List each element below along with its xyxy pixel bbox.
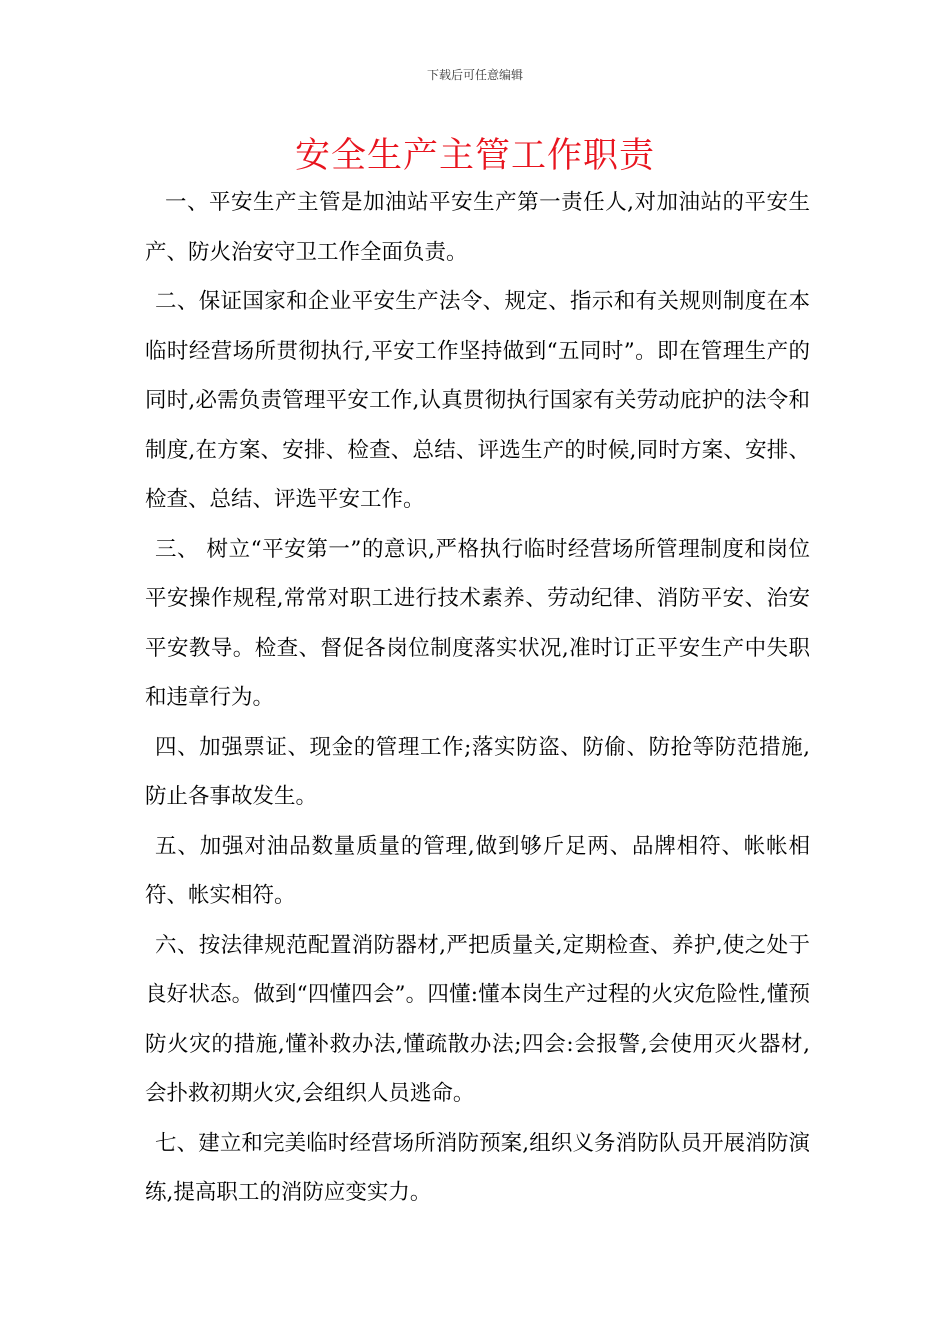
paragraph-1: 一、平安生产主管是加油站平安生产第一责任人,对加油站的平安生产、防火治安守卫工作全面负责。 [145, 190, 810, 265]
document-title: 安全生产主管工作职责 [294, 136, 655, 176]
paragraph-3: 三、 树立“平安第一”的意识,严格执行临时经营场所管理制度和岗位平安操作规程,常常对职工进行技术素养、劳动纪律、消防平安、治安平安教导。检查、督促各岗位制度落实状况,准时订正平安生产中失职和违章行为。 [145, 536, 810, 710]
paragraph-5: 五、加强对油品数量质量的管理,做到够斤足两、品牌相符、帐帐相符、帐实相符。 [145, 833, 810, 908]
paragraph-2: 二、保证国家和企业平安生产法令、规定、指示和有关规则制度在本临时经营场所贯彻执行,平安工作坚持做到“五同时”。即在管理生产的同时,必需负责管理平安工作,认真贯彻执行国家有关劳动庇护的法令和制度,在方案、安排、检查、总结、评选生产的时候,同时方案、安排、检查、总结、评选平安工作。 [145, 289, 810, 512]
paragraph-7: 七、建立和完美临时经营场所消防预案,组织义务消防队员开展消防演练,提高职工的消防应变实力。 [145, 1130, 810, 1205]
paragraph-4: 四、加强票证、现金的管理工作;落实防盗、防偷、防抢等防范措施,防止各事故发生。 [145, 734, 810, 809]
document-body [145, 178, 810, 1218]
paragraph-6: 六、按法律规范配置消防器材,严把质量关,定期检查、养护,使之处于良好状态。做到“四懂四会”。四懂:懂本岗生产过程的火灾危险性,懂预防火灾的措施,懂补救办法,懂疏散办法;四会:会报警,会使用灭火器材,会扑救初期火灾,会组织人员逃命。 [145, 932, 810, 1106]
header-note: 下载后可任意编辑 [426, 68, 523, 82]
